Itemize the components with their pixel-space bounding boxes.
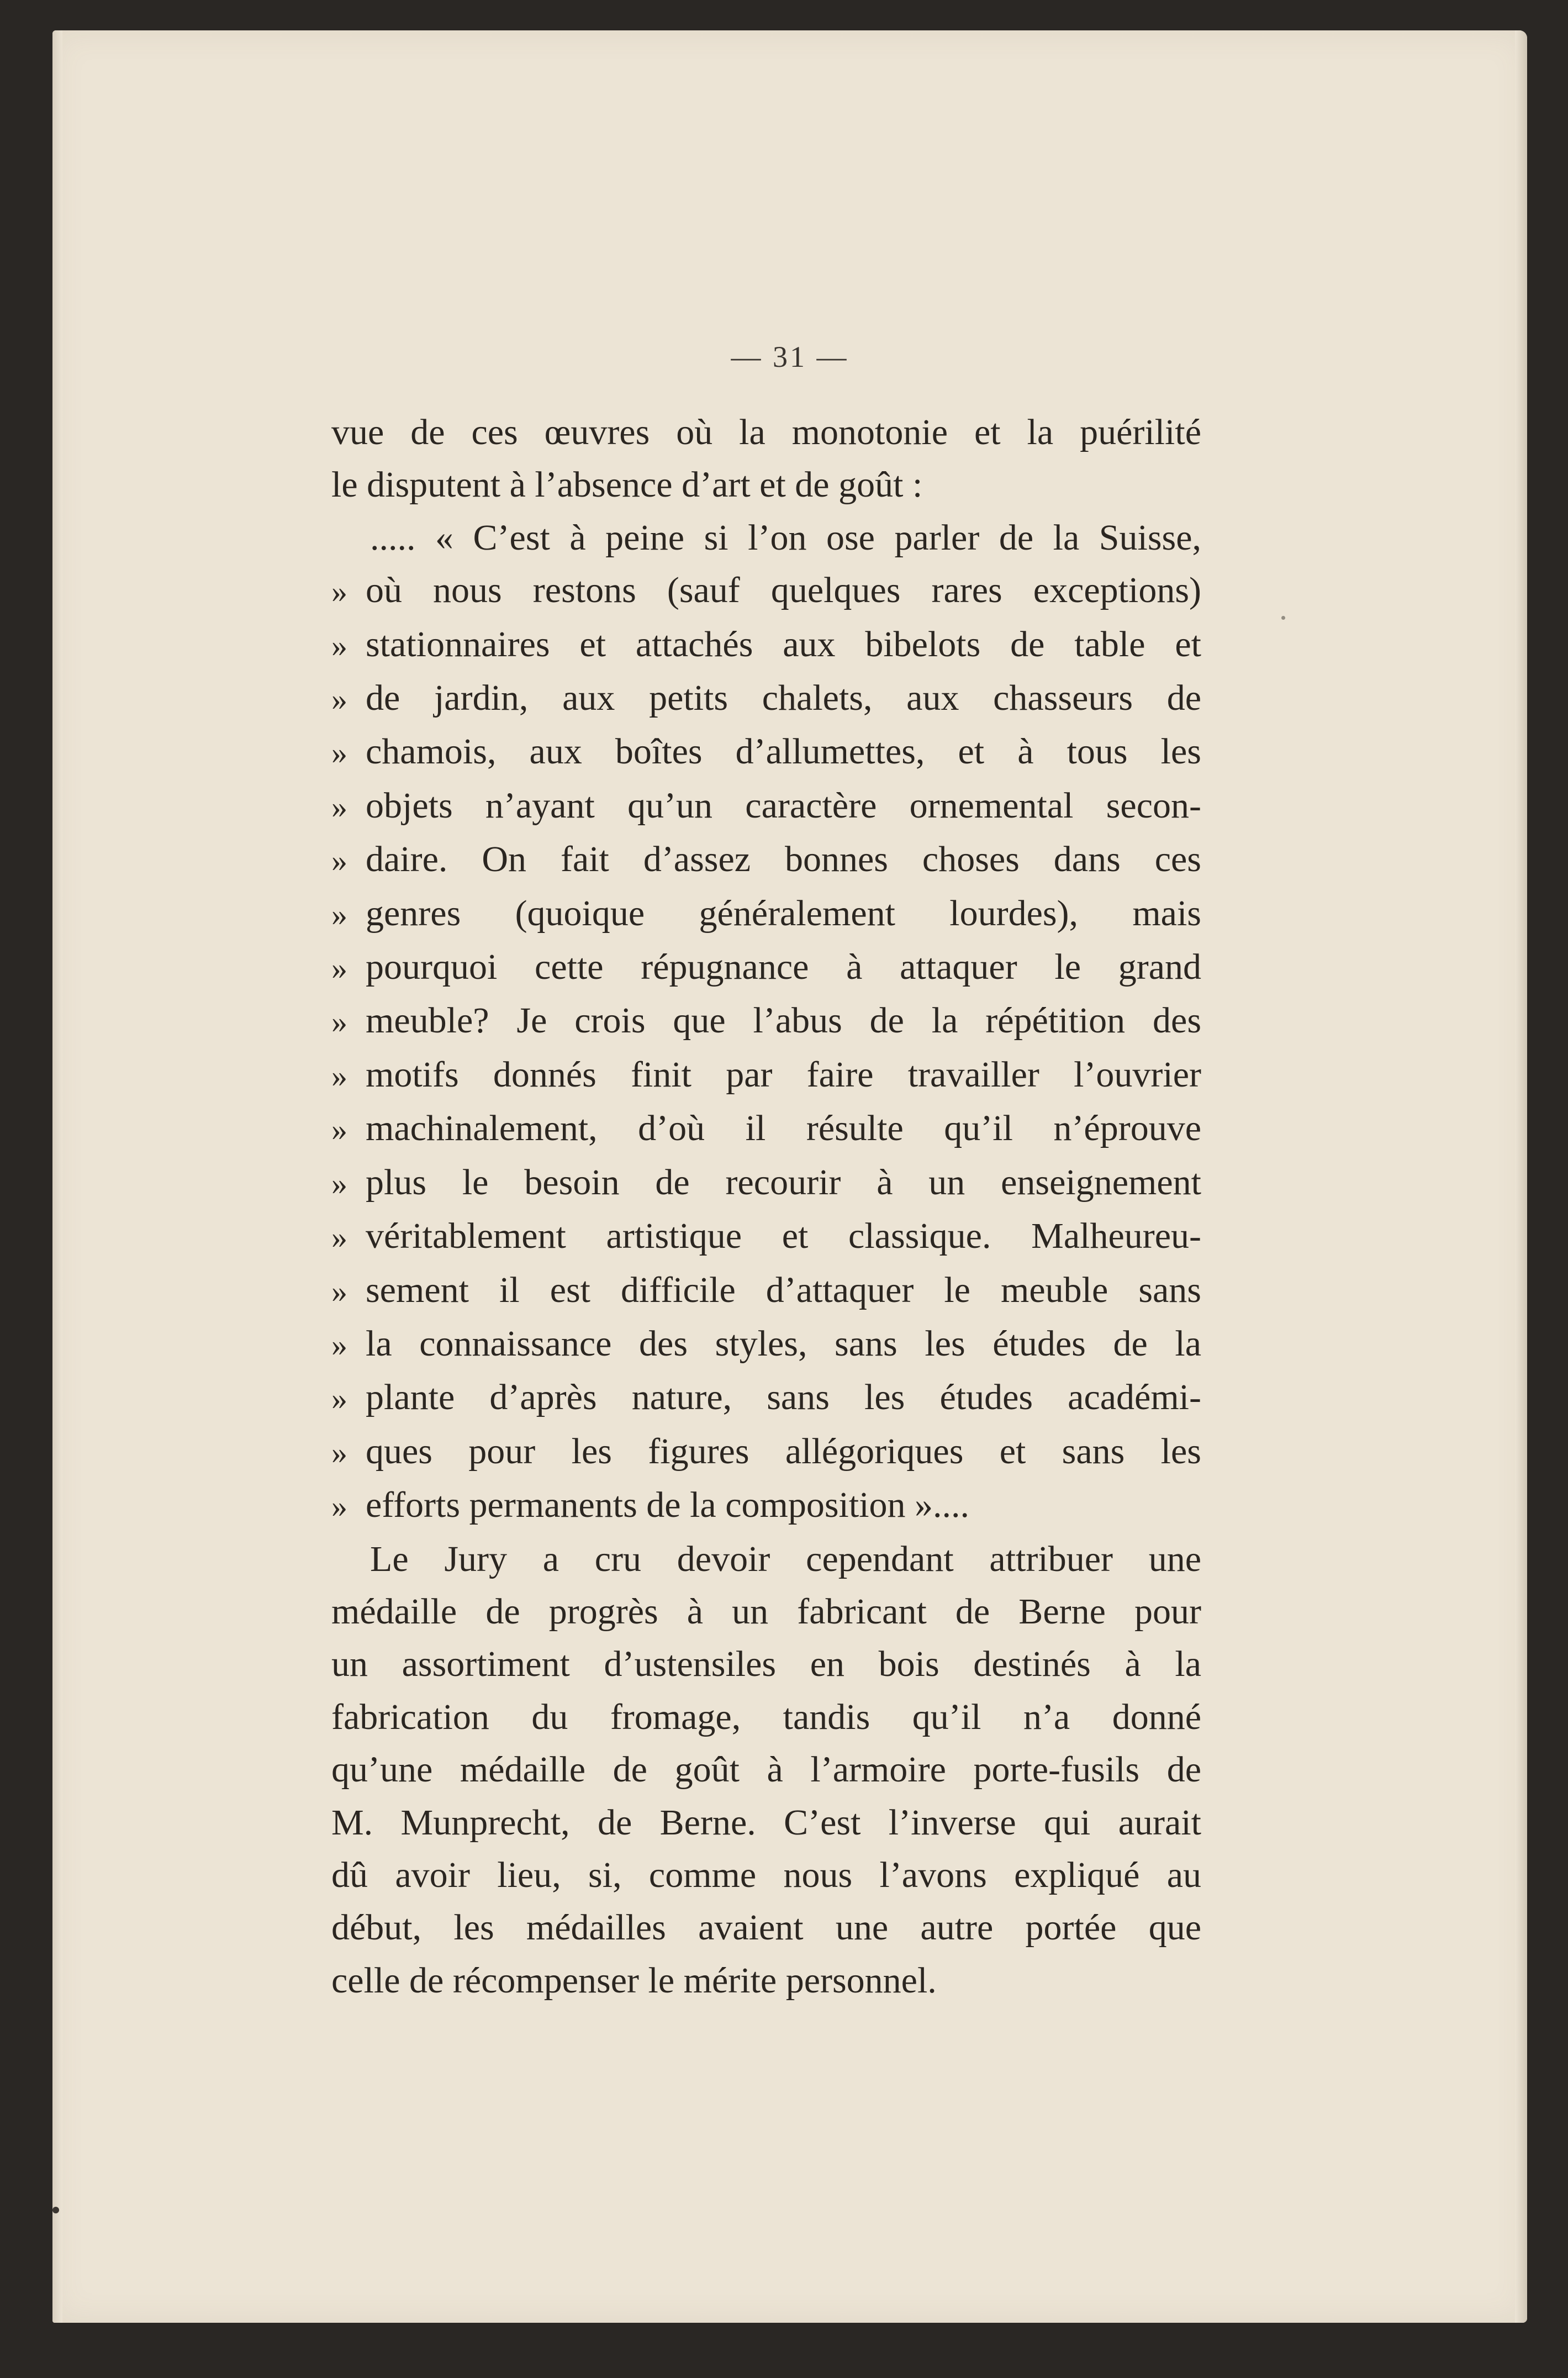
line-text: vue de ces œuvres où la monotonie et la puérilité xyxy=(331,412,1201,452)
page-right-edge xyxy=(1515,30,1527,2323)
text-line xyxy=(331,512,1201,564)
text-line xyxy=(331,1743,1201,1796)
line-text: véritablement artistique et classique. Malheureu- xyxy=(366,1216,1201,1257)
line-text: meuble? Je crois que l’abus de la répétition des xyxy=(366,1000,1201,1041)
text-line xyxy=(331,618,1201,672)
text-line xyxy=(331,1425,1201,1479)
quote-marker: » xyxy=(331,896,347,932)
line-text: début, les médailles avaient une autre portée que xyxy=(331,1907,1201,1948)
line-text: fabrication du fromage, tandis qu’il n’a donné xyxy=(331,1696,1201,1737)
line-text: Le Jury a cru devoir cependant attribuer une xyxy=(370,1538,1201,1579)
quote-marker: » xyxy=(331,788,347,825)
quote-marker: » xyxy=(331,735,347,771)
text-line xyxy=(331,1317,1201,1371)
quote-marker: » xyxy=(331,681,347,718)
quote-marker: » xyxy=(331,1434,347,1470)
text-line xyxy=(331,779,1201,833)
quote-marker: » xyxy=(331,1111,347,1148)
line-text: un assortiment d’ustensiles en bois destinés à la xyxy=(331,1644,1201,1685)
paper-speck xyxy=(52,2207,59,2213)
text-line xyxy=(331,887,1201,941)
quote-marker: » xyxy=(331,950,347,987)
line-text: stationnaires et attachés aux bibelots de table et xyxy=(366,624,1201,665)
quote-marker: » xyxy=(331,1488,347,1525)
quote-marker: » xyxy=(331,1057,347,1094)
text-line xyxy=(331,1585,1201,1638)
line-text: dû avoir lieu, si, comme nous l’avons expliqué au xyxy=(331,1854,1201,1895)
quote-marker: » xyxy=(331,1326,347,1363)
line-text: où nous restons (sauf quelques rares exceptions) xyxy=(366,570,1201,611)
line-text: le disputent à l’absence d’art et de goût : xyxy=(331,465,923,505)
text-line xyxy=(331,1901,1201,1954)
text-line xyxy=(331,994,1201,1048)
text-line xyxy=(331,1479,1201,1532)
text-line xyxy=(331,564,1201,618)
line-text: la connaissance des styles, sans les études de la xyxy=(366,1323,1201,1364)
text-line xyxy=(331,833,1201,887)
text-line xyxy=(331,1849,1201,1901)
quote-marker: » xyxy=(331,1004,347,1040)
quote-marker: » xyxy=(331,1273,347,1309)
text-line xyxy=(331,1691,1201,1743)
text-line xyxy=(331,1264,1201,1317)
line-text: machinalement, d’où il résulte qu’il n’éprouve xyxy=(366,1108,1201,1149)
line-text: de jardin, aux petits chalets, aux chasseurs de xyxy=(366,678,1201,719)
quote-marker: » xyxy=(331,1380,347,1417)
paper-speck xyxy=(1281,616,1285,620)
line-text: daire. On fait d’assez bonnes choses dans ces xyxy=(366,839,1201,880)
text-line xyxy=(331,458,1201,511)
line-text: efforts permanents de la composition ».... xyxy=(366,1485,970,1526)
line-text: pourquoi cette répugnance à attaquer le grand xyxy=(366,947,1201,988)
quote-marker: » xyxy=(331,1165,347,1201)
line-text: celle de récompenser le mérite personnel. xyxy=(331,1960,937,2001)
text-line xyxy=(331,406,1201,458)
quote-marker: » xyxy=(331,842,347,879)
line-text: ..... « C’est à peine si l’on ose parler de la Suisse, xyxy=(370,517,1201,558)
text-line xyxy=(331,1638,1201,1690)
text-line xyxy=(331,1156,1201,1210)
text-line xyxy=(331,1210,1201,1263)
line-text: M. Munprecht, de Berne. C’est l’inverse qui aurait xyxy=(331,1802,1201,1843)
text-line xyxy=(331,725,1201,779)
text-line xyxy=(331,1533,1201,1585)
quote-marker: » xyxy=(331,1219,347,1256)
line-text: ques pour les figures allégoriques et sans les xyxy=(366,1431,1201,1472)
text-line xyxy=(331,1954,1201,2007)
text-line xyxy=(331,1371,1201,1425)
page-left-edge xyxy=(52,30,62,2323)
line-text: qu’une médaille de goût à l’armoire porte-fusils de xyxy=(331,1749,1201,1790)
text-line xyxy=(331,1048,1201,1102)
line-text: plante d’après nature, sans les études académi- xyxy=(366,1377,1201,1418)
text-line xyxy=(331,941,1201,994)
line-text: motifs donnés finit par faire travailler l’ouvrier xyxy=(366,1054,1201,1095)
line-text: sement il est difficile d’attaquer le meuble sans xyxy=(366,1269,1201,1310)
book-page xyxy=(52,30,1527,2323)
text-line xyxy=(331,672,1201,725)
text-line xyxy=(331,1796,1201,1849)
page-number: — 31 — xyxy=(731,340,849,373)
body-text xyxy=(331,406,1201,2007)
line-text: genres (quoique généralement lourdes), mais xyxy=(366,893,1201,934)
line-text: médaille de progrès à un fabricant de Berne pour xyxy=(331,1591,1201,1632)
line-text: objets n’ayant qu’un caractère ornemental secon- xyxy=(366,785,1201,826)
line-text: plus le besoin de recourir à un enseignement xyxy=(366,1162,1201,1203)
quote-marker: » xyxy=(331,627,347,663)
line-text: chamois, aux boîtes d’allumettes, et à tous les xyxy=(366,731,1201,772)
text-line xyxy=(331,1102,1201,1156)
quote-marker: » xyxy=(331,573,347,610)
